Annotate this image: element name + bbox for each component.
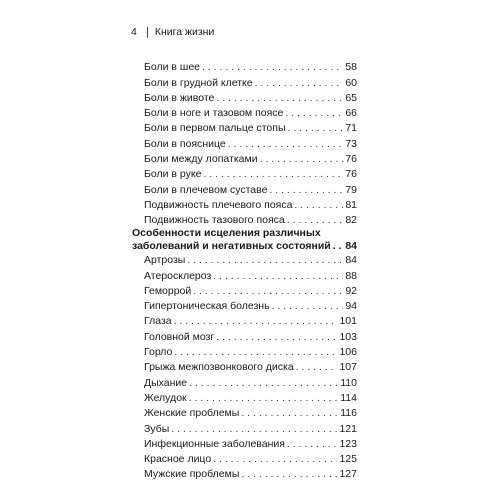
toc-entry-label: Боли в первом пальце стопы [144, 122, 286, 135]
toc-entry-label: Боли в пояснице [144, 137, 226, 150]
leader-dots [171, 423, 337, 436]
leader-dots [260, 153, 344, 166]
toc-entry-label: Желудок [144, 391, 187, 404]
leader-dots [287, 214, 344, 227]
toc-entry-label: Глаза [144, 315, 172, 328]
toc-entry[interactable] [144, 135, 357, 150]
toc-entry-page: 66 [345, 107, 357, 120]
toc-entry[interactable] [144, 466, 357, 481]
toc-entry[interactable] [144, 344, 357, 359]
toc-entry-label: Боли в животе [144, 91, 215, 104]
toc-entry-page: 76 [345, 153, 357, 166]
toc-entry-label: Грыжа межпозвонкового диска [144, 361, 294, 374]
toc-entry[interactable] [144, 90, 357, 105]
toc-entry[interactable] [144, 283, 357, 298]
leader-dots [228, 138, 344, 151]
leader-dots [241, 407, 338, 420]
toc-entry-label: Подвижность плечевого пояса [144, 198, 293, 211]
leader-dots [216, 92, 343, 105]
toc-entry[interactable] [144, 328, 357, 343]
toc-entry[interactable] [144, 74, 357, 89]
toc-entry[interactable] [144, 212, 357, 227]
toc-entry-page: 65 [345, 91, 357, 104]
toc-entry-label: Дыхание [144, 376, 188, 389]
toc-entry-page: 106 [339, 346, 357, 359]
leader-dots [193, 285, 343, 298]
toc-group-pain [144, 59, 357, 227]
toc-entry[interactable] [144, 166, 357, 181]
page-number: 4 [131, 26, 137, 38]
toc-entry-label: Головной мозг [144, 330, 215, 343]
leader-dots [202, 61, 343, 74]
leader-dots [174, 315, 338, 328]
toc-group-diseases [144, 252, 357, 481]
toc-entry-label: Горло [144, 346, 173, 359]
leader-dots [213, 453, 337, 466]
toc-entry[interactable] [144, 420, 357, 435]
toc-entry-label: Женские проблемы [144, 407, 240, 420]
book-title: Книга жизни [154, 26, 215, 38]
toc-entry-page: 94 [345, 300, 357, 313]
section-title-line2: заболеваний и негативных состояний [132, 239, 331, 252]
toc-entry-page: 92 [345, 284, 357, 297]
header-divider [147, 27, 148, 38]
toc-entry[interactable] [144, 390, 357, 405]
toc-entry-label: Артрозы [144, 254, 186, 267]
toc-entry-page: 81 [345, 198, 357, 211]
leader-dots [294, 199, 343, 212]
toc-entry[interactable] [144, 59, 357, 74]
toc-entry-page: 116 [340, 407, 357, 420]
toc-entry-page: 103 [339, 330, 357, 343]
leader-dots [296, 361, 338, 374]
toc-entry-label: Боли в грудной клетке [144, 76, 253, 89]
leader-dots [189, 392, 339, 405]
leader-dots [333, 240, 344, 253]
toc-entry[interactable] [144, 197, 357, 212]
toc-entry-label: Геморрой [144, 284, 192, 297]
toc-entry-page: 127 [339, 468, 357, 481]
toc-entry[interactable] [144, 252, 357, 267]
leader-dots [187, 254, 343, 267]
toc-entry-page: 114 [340, 391, 357, 404]
toc-entry-label: Инфекционные заболевания [144, 437, 285, 450]
leader-dots [287, 438, 338, 451]
leader-dots [203, 168, 343, 181]
leader-dots [174, 346, 337, 359]
toc-entry[interactable] [144, 105, 357, 120]
toc-entry[interactable] [144, 405, 357, 420]
toc-section-heading[interactable] [132, 227, 357, 252]
toc-entry-label: Красное лицо [144, 453, 212, 466]
toc-entry-label: Боли в плечевом суставе [144, 183, 268, 196]
section-title-line1: Особенности исцеления различных [132, 227, 321, 239]
toc-entry-page: 123 [339, 437, 357, 450]
leader-dots [269, 184, 343, 197]
toc-entry-page: 88 [345, 269, 357, 282]
toc-entry[interactable] [144, 359, 357, 374]
toc-entry-page: 82 [345, 214, 357, 227]
toc-entry-page: 73 [345, 137, 357, 150]
toc-entry-page: 84 [345, 254, 357, 267]
toc-entry[interactable] [144, 267, 357, 282]
toc-entry-page: 125 [339, 453, 357, 466]
leader-dots [216, 331, 337, 344]
leader-dots [272, 300, 344, 313]
leader-dots [255, 77, 344, 90]
toc-entry-label: Зубы [144, 422, 170, 435]
leader-dots [241, 468, 337, 481]
section-page: 84 [345, 239, 357, 252]
toc-entry-page: 79 [345, 183, 357, 196]
leader-dots [285, 107, 343, 120]
toc-entry-page: 110 [340, 376, 357, 389]
toc-entry[interactable] [144, 313, 357, 328]
toc-entry-label: Атеросклероз [144, 269, 212, 282]
toc-entry-label: Гипертоническая болезнь [144, 300, 270, 313]
leader-dots [288, 122, 344, 135]
toc-entry-label: Подвижность тазового пояса [144, 214, 285, 227]
toc-entry-page: 58 [345, 61, 357, 74]
toc-entry-label: Боли в шее [144, 61, 201, 74]
leader-dots [189, 377, 338, 390]
running-header [131, 26, 214, 38]
toc-entry[interactable] [144, 151, 357, 166]
toc-entry[interactable] [144, 298, 357, 313]
leader-dots [213, 270, 343, 283]
toc-entry[interactable] [144, 120, 357, 135]
toc-entry-label: Боли в ноге и тазовом поясе [144, 107, 284, 120]
toc-entry-label: Мужские проблемы [144, 468, 240, 481]
toc-entry[interactable] [144, 374, 357, 389]
toc-entry-label: Боли в руке [144, 168, 202, 181]
toc-entry-page: 71 [345, 122, 357, 135]
toc-entry[interactable] [144, 181, 357, 196]
toc-entry-page: 107 [339, 361, 357, 374]
toc-entry-page: 76 [345, 168, 357, 181]
toc-entry[interactable] [144, 436, 357, 451]
toc-entry-label: Боли между лопатками [144, 153, 258, 166]
toc-entry-page: 101 [339, 315, 357, 328]
toc-entry-page: 121 [339, 422, 357, 435]
toc-entry-page: 60 [345, 76, 357, 89]
toc-entry[interactable] [144, 451, 357, 466]
